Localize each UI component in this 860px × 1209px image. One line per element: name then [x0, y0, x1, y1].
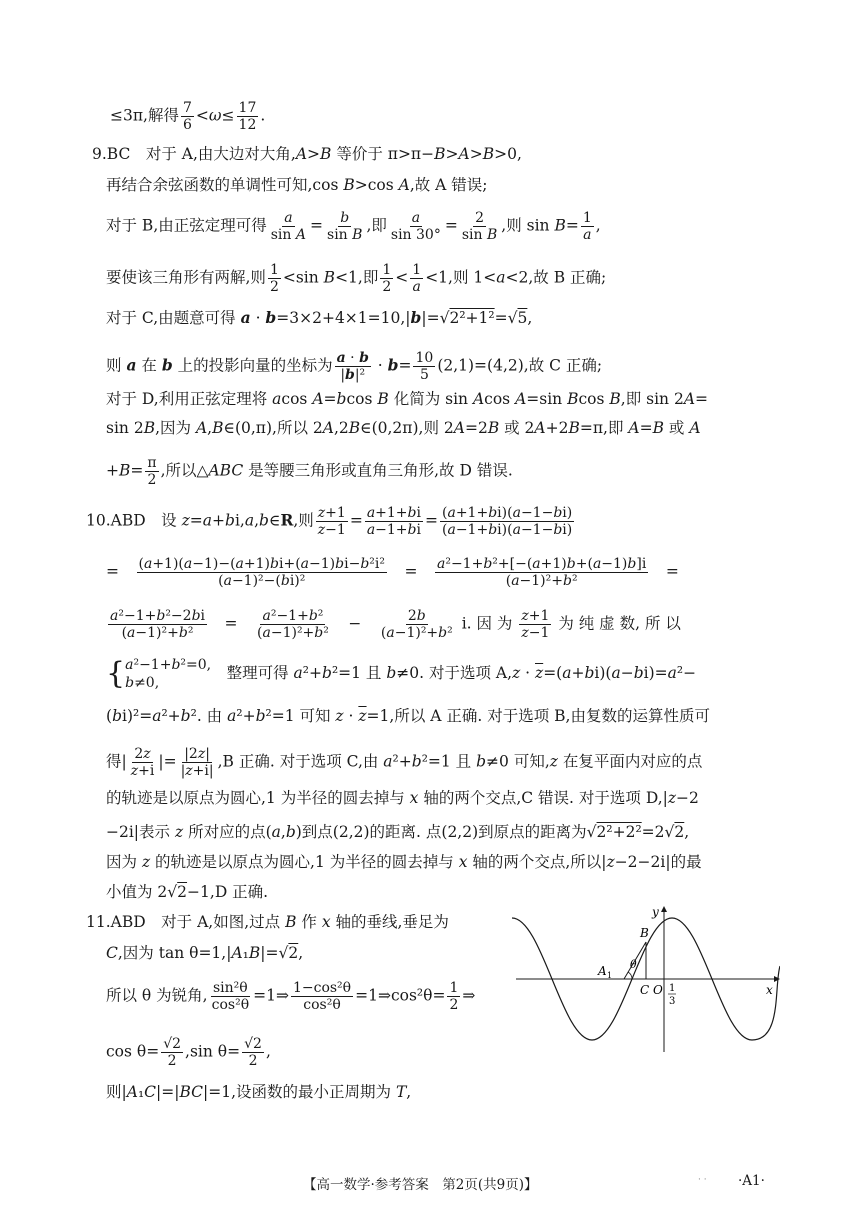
point-B-label: B	[640, 926, 649, 940]
text-line-21: C,因为 tan θ=1,|A₁B|=√2,	[106, 944, 304, 962]
text-line-7: 对于 D,利用正弦定理将 acos A=bcos B 化简为 sin Acos A=sin Bcos B,即 sin 2A=	[106, 390, 709, 408]
y-axis-arrow	[661, 906, 667, 912]
text-line-9: +B= $\frac{\pi}{2}$ ,所以△ABC 是等腰三角形或直角三角形,故 D 错误.	[106, 455, 513, 488]
point-A1-label: A	[598, 964, 607, 978]
origin-label: O	[653, 983, 663, 997]
footer-page-info: 【高一数学·参考答案 第2页(共9页)】	[303, 1177, 538, 1193]
text-line-15: 得| $\frac{2z}{z+i}$ |= $\frac{|2z|}{|z+i|}$ ,B 正确. 对于选项 C,由 a²+b²=1 且 b≠0 可知,z 在复平面内对应的点	[106, 746, 703, 779]
text-line-19: 小值为 2√2−1,D 正确.	[106, 883, 269, 901]
point-C-label: C	[640, 983, 650, 997]
text-line-18: 因为 z 的轨迹是以原点为圆心,1 为半径的圆去掉与 x 轴的两个交点,所以|z−2−2i|的最	[106, 853, 702, 871]
text-line-13: { a²−1+b²=0, b≠0, 整理可得 a²+b²=1 且 b≠0. 对于选项 $A,z \cdot \overline{z}=(a+bi)(a-bi)=a^2-$	[106, 656, 697, 691]
text-line-16: 的轨迹是以原点为圆心,1 为半径的圆去掉与 x 轴的两个交点,C 错误. 对于选项 D,|z−2	[106, 789, 699, 807]
text-line-22: 所以 θ 为锐角, $\frac{\text{sin²θ}}{\text{cos²θ}}$ =1⇒ $\frac{\text{1−cos²θ}}{\text{cos²θ}}$ =1⇒cos²θ= $\frac{1}{2}$ ⇒	[106, 980, 476, 1013]
tick-label-denominator: 3	[669, 996, 676, 1007]
footer-code: ·A1·	[738, 1173, 765, 1189]
sine-figure	[512, 906, 780, 1052]
text-line-23: cos θ= $\frac{√2}{2}$ ,sin θ= $\frac{√2}{2}$ ,	[106, 1036, 271, 1069]
text-line-24: 则|A₁C|=|BC|=1,设函数的最小正周期为 T,	[106, 1083, 412, 1101]
x-axis-label: x	[766, 983, 773, 997]
text-line-1: 9.BC 对于 A,由大边对大角,A>B 等价于 π>π−B>A>B>0,	[92, 145, 522, 163]
tick-label-numerator: 1	[669, 983, 676, 994]
text-line-10: 10.ABD 设 z=a+bi,a,b∈R,则 $\frac{z+1}{z-1}$ = $\frac{a+1+bi}{a-1+bi}$ = $\frac{(a+1+bi)(a-1-bi)}{(a-1+bi)(a-1-bi)}$	[86, 505, 573, 538]
text-line-17: −2i|表示 z 所对应的点(a,b)到点(2,2)的距离. 点(2,2)到原点的距离为√2²+2²=2√2,	[106, 823, 690, 841]
text-line-11: = $\frac{\text{(a+1)(a−1)−(a+1)bi+(a−1)bi−b²i²}}{\text{(a−1)²−(bi)²}}$ = $\frac{\text{a²−1+b²+[−(a+1)b+(a−1)b]i}}{\text{(a−1)²+b²}}$ =	[106, 556, 679, 589]
text-line-5: 对于 C,由题意可得 a · b=3×2+4×1=10,|b|=√2²+1²=√5,	[106, 308, 533, 327]
text-line-20: 11.ABD 对于 A,如图,过点 B 作 x 轴的垂线,垂足为	[86, 913, 449, 931]
point-A1-subscript: 1	[607, 971, 613, 980]
theta-label: θ	[630, 958, 637, 971]
text-line-6: 则 a 在 b 上的投影向量的坐标为 $\frac{a \cdot b}{\text{|b|²}}$ · b= $\frac{10}{5}$ (2,1)=(4,2),故 C 正确;	[106, 350, 603, 383]
text-line-2: 再结合余弦函数的单调性可知,cos B>cos A,故 A 错误;	[106, 176, 488, 194]
text-line-4: 要使该三角形有两解,则 $\frac{1}{2}$ <sin B<1,即 $\frac{1}{2}$ < $\frac{1}{a}$ <1,则 1<a<2,故 B 正确;	[106, 262, 607, 295]
text-line-3: 对于 B,由正弦定理可得 $\frac{a}{\text{sin A}}$ = $\frac{b}{\text{sin B}}$ ,即 $\frac{a}{\sin 30^\circ}$ = $\frac{2}{\text{sin B}}$ ,则 sin B= $\frac{1}{a}$ ,	[106, 210, 601, 243]
text-line-14: (bi)²=a²+b². 由 a²+b²=1 可知 $z \cdot \overline{z}=1$,所以 A 正确. 对于选项 B,由复数的运算性质可	[106, 707, 710, 725]
y-axis-label: y	[652, 906, 659, 919]
text-line-0: ≤3π,解得 $\frac{7}{6}$ <ω≤ $\frac{17}{12}$ .	[110, 100, 266, 133]
angle-theta-arc	[628, 972, 632, 979]
text-line-8: sin 2B,因为 A,B∈(0,π),所以 2A,2B∈(0,2π),则 2A=2B 或 2A+2B=π,即 A=B 或 A	[106, 419, 701, 437]
footer-dots: · ·	[698, 1175, 707, 1185]
x-axis-arrow	[774, 976, 780, 982]
text-line-12: $\frac{\text{a²−1+b²−2bi}}{\text{(a−1)²+b²}}$ = $\frac{\text{a²−1+b²}}{\text{(a−1)²+b²}}$ − $\frac{2b}{\text{(a−1)²+b²}}$ i. 因 为 $\frac{z+1}{z-1}$ 为 纯 虚 数, 所 以	[110, 608, 681, 641]
